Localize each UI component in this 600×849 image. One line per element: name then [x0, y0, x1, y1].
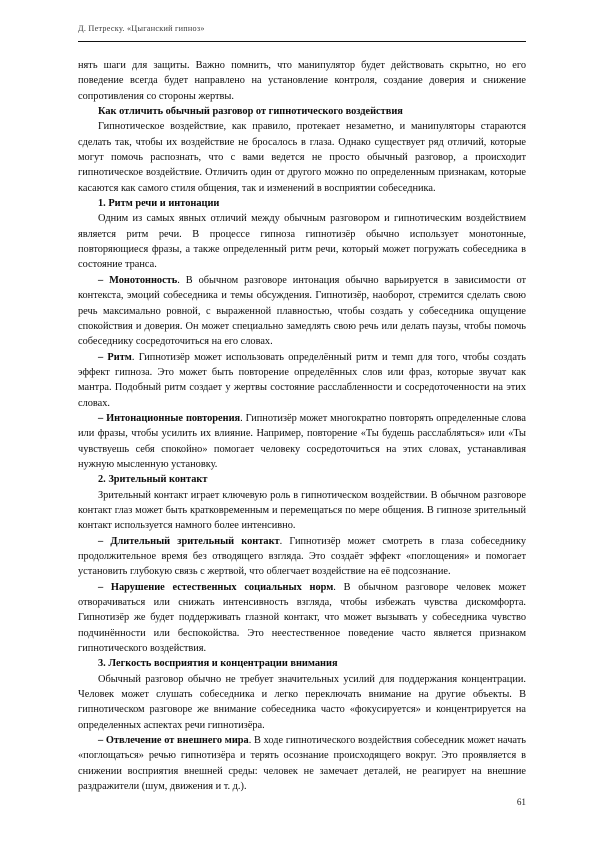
bullet-text-otvlechenie-ot-vneshnego-mira: . В ходе гипнотического воздействия собеседник может начать «поглощаться» речью гипнотизёра и терять осознание происходящего вокруг. Это проявляется в снижении восприятия внешней среды: человек не замечает деталей, не реагирует на внешние раздражители (шум, движения и т. д.). — [78, 735, 526, 793]
running-head: Д. Петреску. «Цыганский гипноз» — [78, 24, 205, 33]
paragraph-section-2: Зрительный контакт играет ключевую роль в гипнотическом воздействии. В обычном разговоре контакт глаз может быть кратковременным и перемещаться по мере общения. В гипнозе зрительный контакт используется намного более интенсивно. — [78, 489, 526, 532]
bullet-text-monotonnost: . В обычном разговоре интонация обычно варьируется в зависимости от контекста, эмоций собеседника и темы обсуждения. Гипнотизёр, наоборот, стремится сделать свою речь максимально ровной, с выраженной плавностью, чтобы создать у собеседника ощущение спокойствия и доверия. Он может специально замедлять свою речь или делать паузы, чтобы помочь собеседнику сосредоточиться на его словах. — [78, 274, 526, 348]
bullet-narushenie-socialnyh-norm — [78, 580, 526, 657]
paragraph-section-3: Обычный разговор обычно не требует значительных усилий для поддержания концентрации. Человек может слушать собеседника и легко переключать внимание на другие объекты. В гипнотическом разговоре же внимание собеседника часто «фокусируется» и концентрируется на определенных аспектах речи гипнотизёра. — [78, 673, 526, 731]
bullet-lead-ritm: – Ритм — [98, 351, 132, 363]
bullet-lead-dlitelnyy-zritelnyy-kontakt: – Длительный зрительный контакт — [98, 535, 280, 547]
header-divider-rule — [78, 41, 526, 42]
bullet-intonacionnye-povtoreniya — [78, 411, 526, 472]
heading-section-3: 3. Легкость восприятия и концентрации внимания — [98, 658, 338, 670]
page-body — [78, 58, 526, 795]
bullet-text-ritm: . Гипнотизёр может использовать определённый ритм и темп для того, чтобы создать эффект гипноза. Это может быть повторение определённых слов или фраз, которые звучат как мантра. Подобный ритм создает у жертвы состояние расслабленности и сосредоточенности на этих словах. — [78, 351, 526, 409]
bullet-text-intonacionnye-povtoreniya: . Гипнотизёр может многократно повторять определенные слова или фразы, чтобы усилить их влияние. Например, повторение «Ты будешь расслабляться» или «Ты чувствуешь себя спокойно» помогает человеку сосредоточиться на этих словах, устанавливая нужную мысленную установку. — [78, 412, 526, 470]
bullet-lead-narushenie-socialnyh-norm: – Нарушение естественных социальных норм — [98, 581, 334, 593]
bullet-text-narushenie-socialnyh-norm: . В обычном разговоре человек может отворачиваться или снижать интенсивность взгляда, чтобы избежать чувства дискомфорта. Гипнотизёр же будет поддерживать глазной контакт, что может вызывать у собеседника чувство подчинённости или беспокойства. Это неестественное поведение часто является признаком гипнотического воздействия. — [78, 581, 526, 655]
bullet-otvlechenie-ot-vneshnego-mira — [78, 733, 526, 794]
paragraph-section-1: Одним из самых явных отличий между обычным разговором и гипнотическим воздействием является ритм речи. В процессе гипноза гипнотизёр обычно использует монотонные, повторяющиеся фразы, а также определенный ритм речи, который может погружать собеседника в состояние транса. — [78, 213, 526, 271]
bullet-monotonnost — [78, 273, 526, 350]
bullet-ritm — [78, 350, 526, 411]
page-number: 61 — [516, 797, 526, 807]
heading-main: Как отличить обычный разговор от гипнотического воздействия — [98, 106, 403, 118]
heading-section-1: 1. Ритм речи и интонации — [98, 198, 220, 210]
bullet-lead-otvlechenie-ot-vneshnego-mira: – Отвлечение от внешнего мира — [98, 735, 249, 747]
heading-section-2: 2. Зрительный контакт — [98, 474, 208, 486]
paragraph-continued: нять шаги для защиты. Важно помнить, что манипулятор будет действовать скрытно, но его поведение всегда будет направлено на установление контроля, создание доверия и снижение сопротивления со стороны жертвы. — [78, 60, 526, 102]
bullet-text-dlitelnyy-zritelnyy-kontakt: . Гипнотизёр может смотреть в глаза собеседнику продолжительное время без отводящего взгляда. Это создаёт эффект «поглощения» и помогает установить глубокую связь с жертвой, что облегчает воздействие на её подсознание. — [78, 535, 526, 578]
bullet-lead-intonacionnye-povtoreniya: – Интонационные повторения — [98, 412, 241, 424]
paragraph-intro: Гипнотическое воздействие, как правило, протекает незаметно, и манипуляторы стараются сделать так, чтобы их воздействие не бросалось в глаза. Однако существует ряд отличий, которые могут помочь распознать, что с вами ведется не просто обычный разговор, а происходит гипнотическое воздействие. Отличить один от другого можно по определенным признакам, которые касаются как самого стиля общения, так и изменений в восприятии собеседника. — [78, 121, 526, 194]
bullet-dlitelnyy-zritelnyy-kontakt — [78, 534, 526, 580]
bullet-lead-monotonnost: – Монотонность — [98, 274, 178, 286]
